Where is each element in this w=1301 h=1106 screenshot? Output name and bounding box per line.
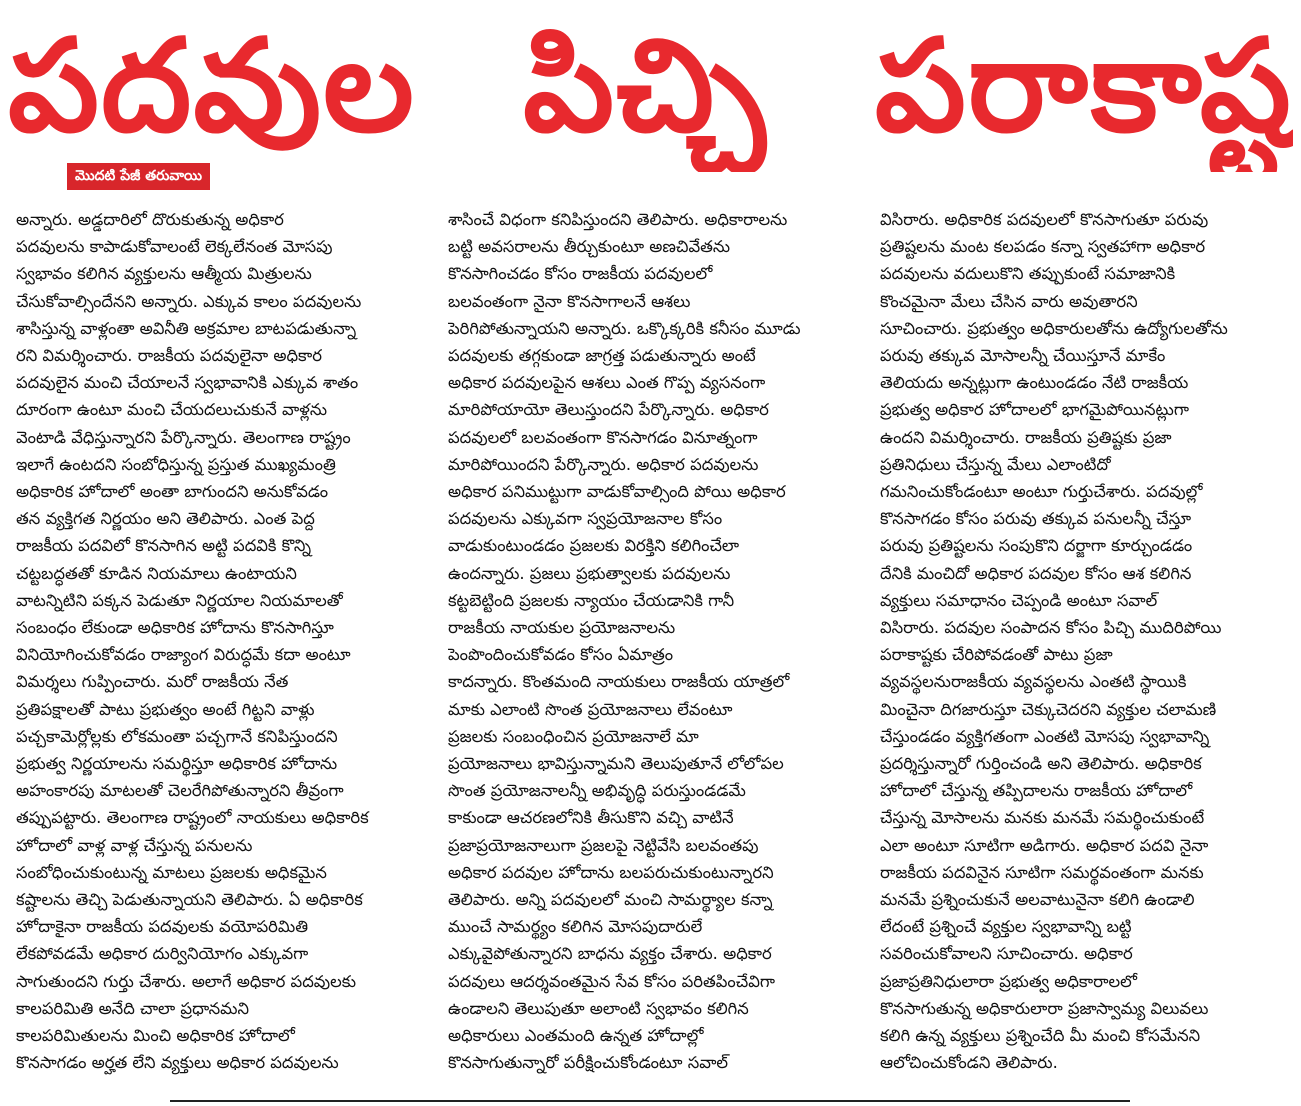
article-column-3 — [880, 206, 1292, 1076]
article-line: సంబోధించుకుంటున్న మాటలు ప్రజలకు అధికమైన — [16, 862, 327, 882]
article-line: తప్పుపట్టారు. తెలంగాణ రాష్ట్రంలో నాయకులు అధికారిక — [16, 808, 369, 828]
article-line: ఉండాలని తెలుపుతూ అలాంటి స్వభావం కలిగిన — [448, 998, 749, 1018]
article-line: వ్యక్తులు సమాధానం చెప్పండి అంటూ సవాల్ — [880, 590, 1158, 610]
article-line: సూచించారు. ప్రభుత్వం అధికారులతోను ఉద్యోగులతోను — [880, 318, 1228, 338]
article-line: తన వ్యక్తిగత నిర్ణయం అని తెలిపారు. ఎంత పెద్ద — [16, 509, 315, 529]
article-column-1 — [16, 206, 426, 1076]
continuation-label: మొదటి పేజీ తరువాయి — [67, 163, 210, 190]
article-line: ప్రదర్శిస్తున్నారో గుర్తించండి అని తెలిపారు. అధికారిక — [880, 754, 1202, 774]
article-line: పచ్చకామెర్లోల్లకు లోకమంతా పచ్చగానే కనిపిస్తుందని — [16, 726, 338, 746]
article-line: పెరిగిపోతున్నాయని అన్నారు. ఒక్కొక్కరికి కనీసం మూడు — [448, 318, 801, 338]
article-line: లేకపోవడమే అధికార దుర్వినియోగం ఎక్కువగా — [16, 944, 309, 964]
article-line: అన్నారు. అడ్డదారిలో దొరుకుతున్న అధికార — [16, 210, 284, 229]
article-line: ప్రయోజనాలు భావిస్తున్నామని తెలుపుతూనే లోలోపల — [448, 754, 784, 774]
article-line: పదవులకు తగ్గకుండా జాగ్రత్త పడుతున్నారు అంటే — [448, 346, 756, 366]
article-line: అధికార పదవులపైన ఆశలు ఎంత గొప్ప వ్యసనంగా — [448, 373, 766, 393]
article-line: ప్రజలకు సంబంధించిన ప్రయోజనాలే మా — [448, 726, 699, 746]
article-line: అధికార పనిముట్టుగా వాడుకోవాల్సింది పోయి అధికార — [448, 482, 786, 502]
headline-word-3: పరాకాష్ట — [874, 12, 1293, 161]
article-line: తెలిపారు. అన్ని పదవులలో మంచి సామర్థ్యాల కన్నా — [448, 890, 773, 910]
article-line: కాకుండా ఆచరణలోనికి తీసుకొని వచ్చి వాటినే — [448, 808, 734, 828]
article-line: రాజకీయ పదవిలో కొనసాగిన అట్టి పదవికి కొన్ని — [16, 536, 312, 556]
article-line: వినియోగించుకోవడం రాజ్యాంగ విరుద్ధమే కదా అంటూ — [16, 645, 351, 665]
article-line: అహంకారపు మాటలతో చెలరేగిపోతున్నారని తీవ్రంగా — [16, 781, 344, 801]
article-line: పదవులైన మంచి చేయాలనే స్వభావానికి ఎక్కువ శాతం — [16, 373, 359, 393]
article-line: కొనసాగడం అర్హత లేని వ్యక్తులు అధికార పదవులను — [16, 1053, 339, 1073]
article-line: చేసుకోవాల్సిందేనని అన్నారు. ఎక్కువ కాలం పదవులను — [16, 291, 362, 311]
article-line: చేస్తుండడం వ్యక్తిగతంగా ఎంతటి మోసపు స్వభావాన్ని — [880, 726, 1210, 746]
article-line: కాలపరిమితి అనేది చాలా ప్రధానమని — [16, 998, 249, 1018]
article-line: విసిరారు. పదవుల సంపాదన కోసం పిచ్చి ముదిరిపోయి — [880, 618, 1222, 638]
article-line: విమర్శలు గుప్పించారు. మరో రాజకీయ నేత — [16, 672, 289, 692]
article-line: సవరించుకోవాలని సూచించారు. అధికార — [880, 944, 1133, 964]
article-line: మనమే ప్రశ్నించుకునే అలవాటునైనా కలిగి ఉండాలి — [880, 890, 1195, 910]
article-line: దూరంగా ఉంటూ మంచి చేయదలుచుకునే వాళ్లను — [16, 400, 328, 420]
article-line: మారిపోయాయో తెలుస్తుందని పేర్కొన్నారు. అధికార — [448, 400, 769, 420]
article-line: ఉందని విమర్శించారు. రాజకీయ ప్రతిష్టకు ప్రజా — [880, 427, 1172, 447]
article-line: కొనసాగుతున్న అధికారులారా ప్రజాస్వామ్య విలువలు — [880, 998, 1209, 1018]
article-line: ఇలాగే ఉంటదని సంబోధిస్తున్న ప్రస్తుత ముఖ్యమంత్రి — [16, 454, 336, 474]
bottom-rule — [170, 1100, 1130, 1102]
headline-word-2: పిచ్చి — [523, 12, 768, 161]
article-line: సంబంధం లేకుండా అధికారిక హోదాను కొనసాగిస్తూ — [16, 618, 334, 638]
article-line: వాడుకుంటుండడం ప్రజలకు విరక్తిని కలిగించేలా — [448, 536, 740, 556]
article-line: పదవులను వదులుకొని తప్పుకుంటే సమాజానికి — [880, 264, 1176, 284]
article-line: అధికారులు ఎంతమంది ఉన్నత హోదాల్లో — [448, 1026, 704, 1046]
article-line: కొనసాగించడం కోసం రాజకీయ పదవులలో — [448, 264, 713, 284]
article-line: కొంచమైనా మేలు చేసిన వారు అవుతారని — [880, 291, 1138, 311]
article-line: కొనసాగడం కోసం పరువు తక్కువ పనులన్నీ చేస్తూ — [880, 509, 1192, 529]
article-line: అధికారిక హోదాలో అంతా బాగుందని అనుకోవడం — [16, 482, 329, 502]
article-line: పరువు తక్కువ మోసాలన్నీ చేయిస్తూనే మాకేం — [880, 346, 1166, 366]
article-line: అధికార పదవుల హోదాను బలపరుచుకుంటున్నారని — [448, 862, 774, 882]
article-line: ప్రతినిధులు చేస్తున్న మేలు ఎలాంటిదో — [880, 454, 1111, 474]
article-line: శాసించే విధంగా కనిపిస్తుందని తెలిపారు. అధికారాలను — [448, 210, 788, 229]
article-line: ఎక్కువైపోతున్నారని బాధను వ్యక్తం చేశారు. అధికార — [448, 944, 772, 964]
article-line: రాజకీయ నాయకుల ప్రయోజనాలను — [448, 618, 676, 638]
article-line: ఉందన్నారు. ప్రజలు ప్రభుత్వాలకు పదవులను — [448, 563, 731, 583]
article-line: విసిరారు. అధికారిక పదవులలో కొనసాగుతూ పరువు — [880, 210, 1209, 229]
article-line: వాటన్నిటిని పక్కన పెడుతూ నిర్ణయాల నియమాలతో — [16, 590, 343, 610]
article-line: కష్టాలను తెచ్చి పెడుతున్నాయని తెలిపారు. ఏ అధికారిక — [16, 890, 363, 910]
article-line: పరాకాష్టకు చేరిపోవడంతో పాటు ప్రజా — [880, 645, 1113, 665]
article-line: వెంటాడి వేధిస్తున్నారని పేర్కొన్నారు. తెలంగాణ రాష్ట్రం — [16, 427, 351, 447]
article-line: మాకు ఎలాంటి సొంత ప్రయోజనాలు లేవంటూ — [448, 699, 733, 719]
article-line: ప్రతిష్టలను మంట కలపడం కన్నా స్వతహాగా అధికార — [880, 237, 1206, 257]
article-line: మారిపోయిందని పేర్కొన్నారు. అధికార పదవులను — [448, 454, 759, 474]
article-line: ప్రభుత్వ నిర్ణయాలను సమర్థిస్తూ అధికారిక హోదాను — [16, 754, 338, 774]
article-line: ప్రజాప్రయోజనాలుగా ప్రజలపై నెట్టివేసి బలవంతపు — [448, 835, 759, 855]
article-line: సాగుతుందని గుర్తు చేశారు. అలాగే అధికార పదవులకు — [16, 971, 356, 991]
article-line: ప్రతిపక్షాలతో పాటు ప్రభుత్వం అంటే గిట్టని వాళ్లు — [16, 699, 315, 719]
headline-word-1: పదవుల — [8, 12, 416, 161]
article-line: కలిగి ఉన్న వ్యక్తులు ప్రశ్నించేది మీ మంచి కోసమేనని — [880, 1026, 1201, 1046]
article-line: సొంత ప్రయోజనాలన్నీ అభివృద్ధి పరుస్తుండడమే — [448, 781, 746, 801]
article-line: రని విమర్శించారు. రాజకీయ పదవులైనా అధికార — [16, 346, 322, 366]
article-line: రాజకీయ పదవినైన సూటిగా సమర్థవంతంగా మనకు — [880, 862, 1204, 882]
article-line: చట్టబద్ధతతో కూడిన నియమాలు ఉంటాయని — [16, 563, 297, 583]
article-line: చేస్తున్న మోసాలను మనకు మనమే సమర్థించుకుంటే — [880, 808, 1205, 828]
article-line: పెంపొందించుకోవడం కోసం ఏమాత్రం — [448, 645, 674, 665]
article-line: ఎలా అంటూ సూటిగా అడిగారు. అధికార పదవి నైనా — [880, 835, 1209, 855]
article-line: తెలియదు అన్నట్లుగా ఉంటుండడం నేటి రాజకీయ — [880, 373, 1189, 393]
article-line: కట్టబెట్టింది ప్రజలకు న్యాయం చేయడానికి గానీ — [448, 590, 735, 610]
article-line: పదవులను ఎక్కువగా స్వప్రయోజనాల కోసం — [448, 509, 723, 529]
article-line: పదవులు ఆదర్శవంతమైన సేవ కోసం పరితపించేవిగా — [448, 971, 775, 991]
article-line: శాసిస్తున్న వాళ్లంతా అవినీతి అక్రమాల బాటపడుతున్నా — [16, 318, 357, 338]
article-line: వ్యవస్థలనురాజకీయ వ్యవస్థలను ఎంతటి స్థాయికి — [880, 672, 1187, 692]
article-line: పదవులను కాపాడుకోవాలంటే లెక్కలేనంత మోసపు — [16, 237, 333, 257]
article-line: కొనసాగుతున్నారో పరీక్షించుకోండంటూ సవాల్ — [448, 1053, 729, 1073]
article-line: హోదాలో వాళ్ల వాళ్ల చేస్తున్న పనులను — [16, 835, 253, 855]
article-line: గమనించుకోండంటూ అంటూ గుర్తుచేశారు. పదవుల్లో — [880, 482, 1203, 502]
article-line: ముంచే సామర్థ్యం కలిగిన మోసపుదారులే — [448, 917, 703, 937]
article-line: బట్టి అవసరాలను తీర్చుకుంటూ అణచివేతను — [448, 237, 731, 257]
article-line: స్వభావం కలిగిన వ్యక్తులను ఆత్మీయ మిత్రులను — [16, 264, 312, 284]
article-line: ఆలోచించుకోండని తెలిపారు. — [880, 1053, 1058, 1073]
headline — [8, 2, 1293, 172]
article-line: ప్రభుత్వ అధికార హోదాలలో భాగమైపోయినట్లుగా — [880, 400, 1189, 420]
article-line: లేదంటే ప్రశ్నించే వ్యక్తుల స్వభావాన్ని బట్టి — [880, 917, 1132, 937]
article-line: హోదాలో చేస్తున్న తప్పిదాలను రాజకీయ హోదాలో — [880, 781, 1193, 801]
article-line: పదవులలో బలవంతంగా కొనసాగడం వినూత్నంగా — [448, 427, 758, 447]
article-line: మించైనా దిగజారుస్తూ చెక్కుచెదరని వ్యక్తుల చలామణి — [880, 699, 1217, 719]
article-line: పరువు ప్రతిష్టలను సంపుకొని దర్జాగా కూర్చుండడం — [880, 536, 1193, 556]
article-line: బలవంతంగా నైనా కొనసాగాలనే ఆశలు — [448, 291, 691, 311]
article-line: కాలపరిమితులను మించి అధికారిక హోదాలో — [16, 1026, 295, 1046]
article-line: కాదన్నారు. కొంతమంది నాయకులు రాజకీయ యాత్రలో — [448, 672, 790, 692]
article-column-2 — [448, 206, 863, 1076]
article-line: ప్రజాప్రతినిధులారా ప్రభుత్వ అధికారాలలో — [880, 971, 1137, 991]
article-line: హోదాకైనా రాజకీయ పదవులకు వయోపరిమితి — [16, 917, 309, 937]
article-line: దేనికి మంచిదో అధికార పదవుల కోసం ఆశ కలిగిన — [880, 563, 1192, 583]
